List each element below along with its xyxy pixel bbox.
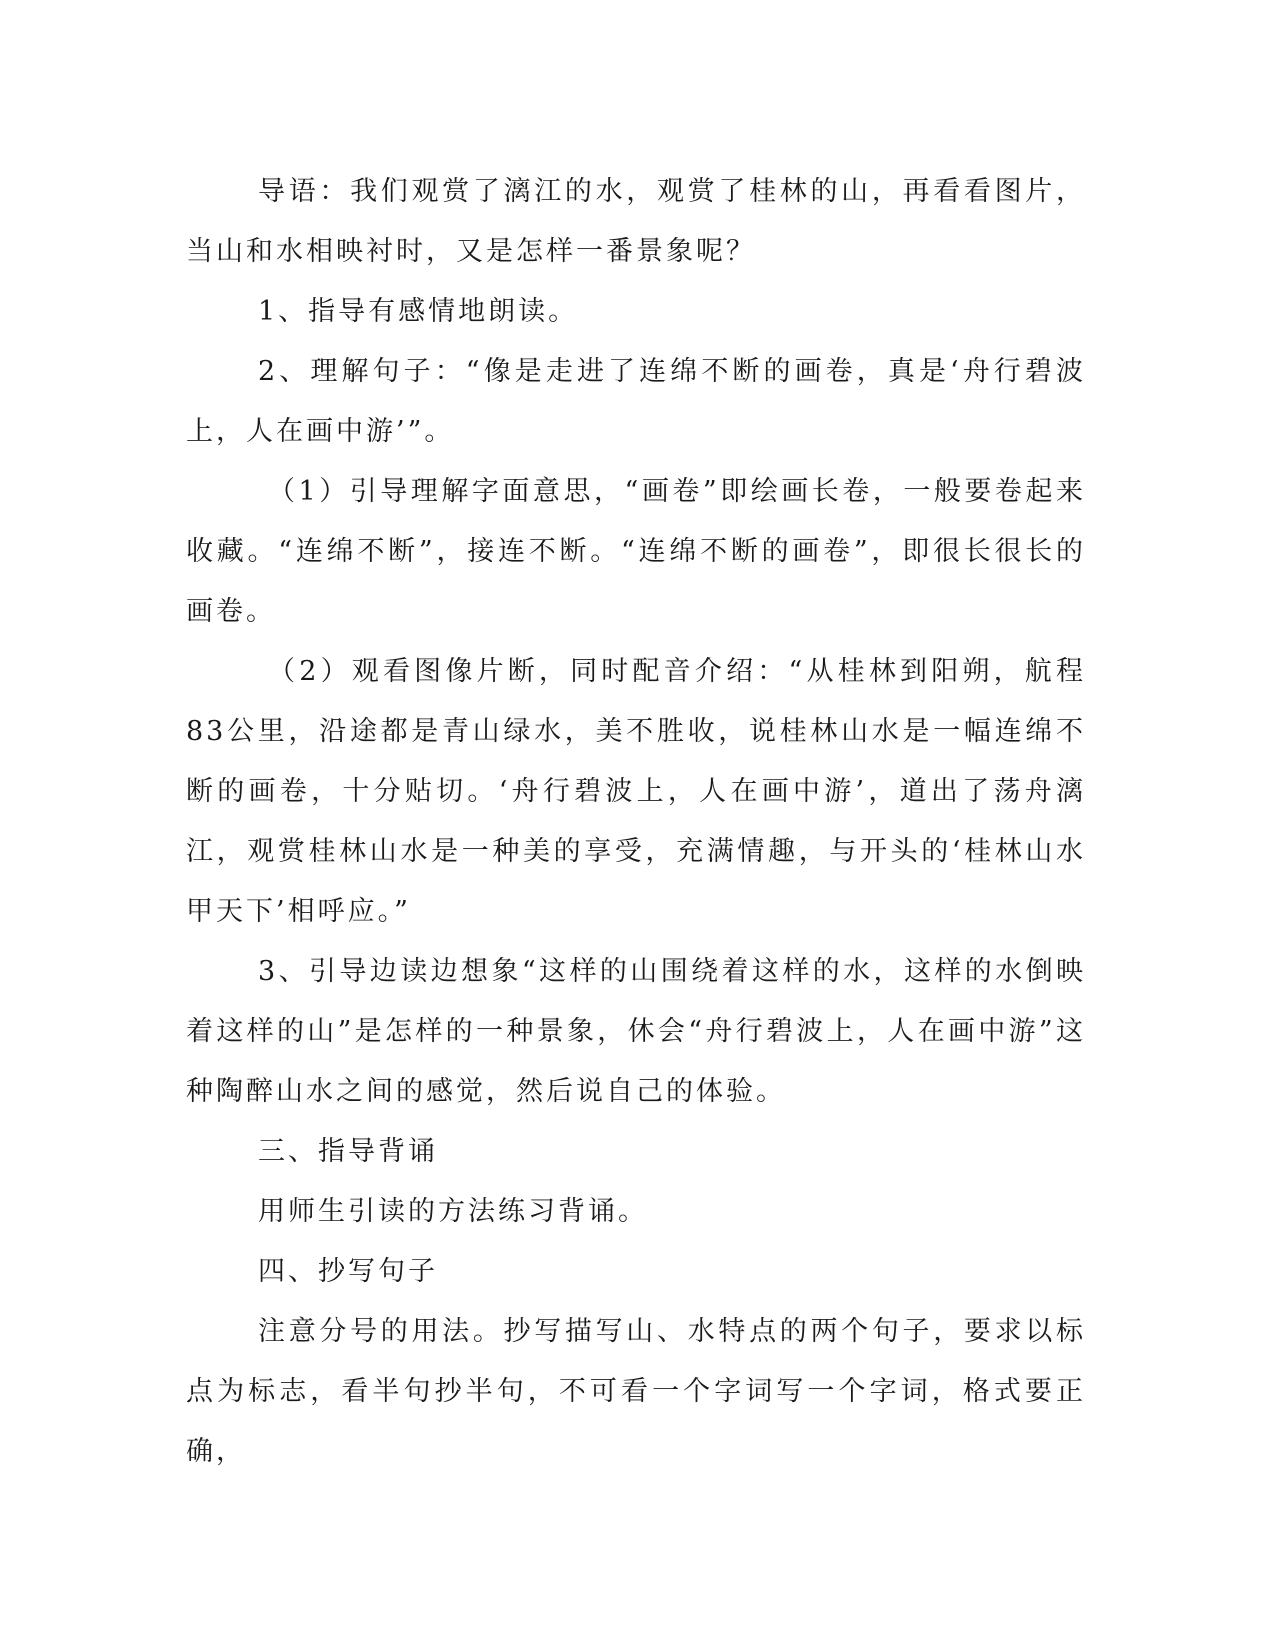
- paragraph-step-2-sub-1: （1）引导理解字面意思，“画卷”即绘画长卷，一般要卷起来收藏。“连绵不断”，接连不断。“连绵不断的画卷”，即很长很长的画卷。: [186, 476, 1086, 627]
- paragraph-step-2: 2、理解句子：“像是走进了连绵不断的画卷，真是‘舟行碧波上，人在画中游’”。: [186, 356, 1086, 447]
- paragraph-intro: 导语：我们观赏了漓江的水，观赏了桂林的山，再看看图片，当山和水相映衬时，又是怎样一番景象呢？: [186, 176, 1086, 267]
- section-heading-recite: 三、指导背诵: [258, 1136, 438, 1167]
- document-body: [186, 162, 1086, 1482]
- paragraph-copy: 注意分号的用法。抄写描写山、水特点的两个句子，要求以标点为标志，看半句抄半句，不可看一个字词写一个字词，格式要正确，: [186, 1316, 1086, 1467]
- section-heading-copy: 四、抄写句子: [258, 1256, 438, 1287]
- paragraph-recite: 用师生引读的方法练习背诵。: [258, 1196, 648, 1227]
- paragraph-step-1: 1、指导有感情地朗读。: [258, 296, 579, 327]
- paragraph-step-3: 3、引导边读边想象“这样的山围绕着这样的水，这样的水倒映着这样的山”是怎样的一种景象，休会“舟行碧波上，人在画中游”这种陶醉山水之间的感觉，然后说自己的体验。: [186, 956, 1086, 1107]
- paragraph-step-2-sub-2: （2）观看图像片断，同时配音介绍：“从桂林到阳朔，航程83公里，沿途都是青山绿水，美不胜收，说桂林山水是一幅连绵不断的画卷，十分贴切。‘舟行碧波上，人在画中游’，道出了荡舟漓江，观赏桂林山水是一种美的享受，充满情趣，与开头的‘桂林山水甲天下’相呼应。”: [186, 656, 1086, 927]
